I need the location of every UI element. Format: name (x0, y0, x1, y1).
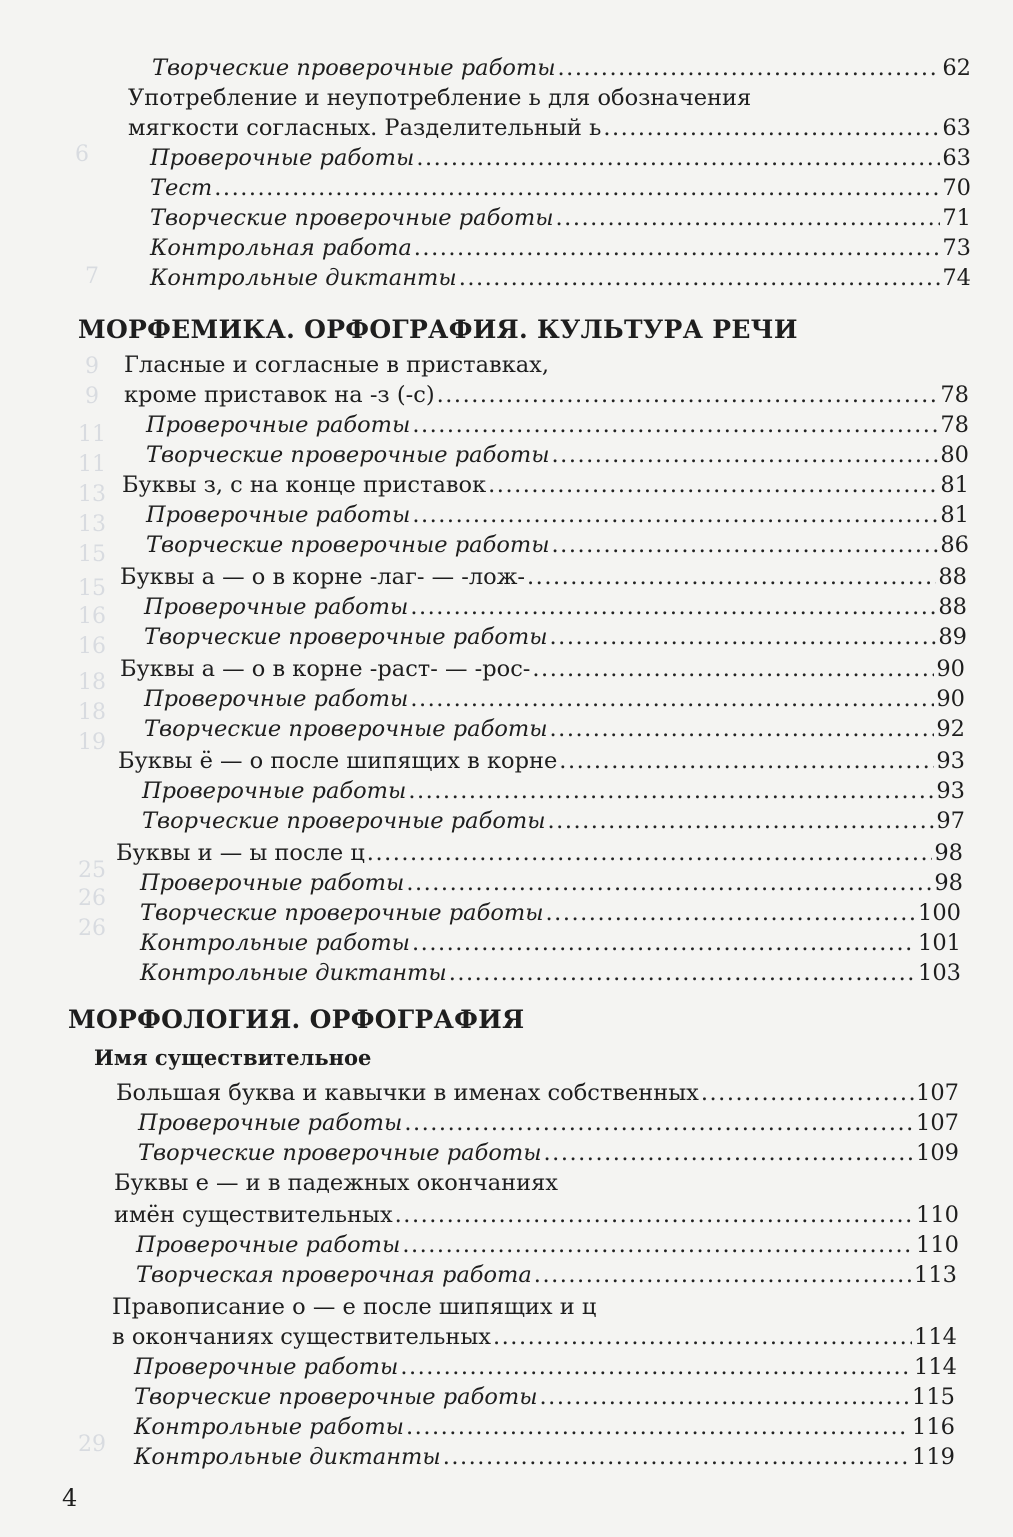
leader-dots (459, 263, 941, 293)
toc-entry-title: Проверочные работы (146, 412, 411, 438)
toc-page-number: 88 (938, 594, 967, 620)
toc-page-number: 98 (934, 870, 963, 896)
bleed-through-number: 16 (78, 634, 106, 659)
toc-entry-title: Большая буква и кавычки в именах собственных (116, 1080, 699, 1106)
leader-dots (406, 868, 932, 898)
toc-page-number: 107 (916, 1110, 959, 1136)
leader-dots (552, 440, 939, 470)
leader-dots (395, 1200, 914, 1230)
toc-page-number: 100 (918, 900, 961, 926)
leader-dots (449, 958, 916, 988)
leader-dots (493, 1322, 912, 1352)
toc-entry (124, 380, 969, 410)
toc-entry-title: в окончаниях существительных (112, 1324, 491, 1350)
toc-page-number: 113 (914, 1262, 957, 1288)
toc-entry (122, 470, 969, 500)
toc-entry (136, 1260, 957, 1290)
toc-entry-title-line: Гласные и согласные в приставках, (124, 352, 550, 378)
toc-page-number: 109 (916, 1140, 959, 1166)
toc-entry (120, 562, 967, 592)
toc-entry-title: Творческие проверочные работы (142, 808, 546, 834)
toc-page-number: 63 (942, 115, 971, 141)
toc-entry-title: Буквы з, с на конце приставок (122, 472, 487, 498)
bleed-through-number: 16 (78, 604, 106, 629)
leader-dots (408, 776, 934, 806)
toc-page-number: 80 (940, 442, 969, 468)
toc-entry-title: Проверочные работы (140, 870, 405, 896)
toc-entry-title: Буквы а — о в корне -лаг- — -лож- (120, 564, 526, 590)
toc-entry (144, 622, 967, 652)
leader-dots (437, 380, 939, 410)
toc-page-number: 86 (940, 532, 969, 558)
leader-dots (488, 470, 938, 500)
toc-entry (140, 958, 961, 988)
toc-entry-title: Творческая проверочная работа (136, 1262, 532, 1288)
toc-page-number: 89 (938, 624, 967, 650)
toc-entry-title: Проверочные работы (136, 1232, 401, 1258)
toc-entry (116, 838, 963, 868)
toc-entry (150, 203, 971, 233)
toc-page-number: 119 (912, 1444, 955, 1470)
toc-entry-title: мягкости согласных. Разделительный ь (128, 115, 602, 141)
leader-dots (412, 928, 916, 958)
toc-entry (146, 500, 969, 530)
toc-entry-title-line: Буквы е — и в падежных окончаниях (114, 1170, 558, 1196)
bleed-through-number: 25 (78, 858, 106, 883)
toc-entry-title: Проверочные работы (146, 502, 411, 528)
leader-dots (550, 714, 935, 744)
toc-entry (140, 928, 961, 958)
toc-entry (134, 1442, 955, 1472)
leader-dots (416, 143, 940, 173)
bleed-through-number: 18 (78, 700, 106, 725)
bleed-through-number: 7 (85, 264, 99, 289)
bleed-through-number: 13 (78, 482, 106, 507)
bleed-through-number: 29 (78, 1432, 106, 1457)
toc-entry-title: Проверочные работы (142, 778, 407, 804)
bleed-through-number: 11 (78, 422, 106, 447)
leader-dots (544, 1138, 915, 1168)
toc-entry (138, 1138, 959, 1168)
bleed-through-number: 9 (85, 354, 99, 379)
toc-entry (146, 530, 969, 560)
toc-entry-title: Творческие проверочные работы (144, 624, 548, 650)
toc-entry-title: Контрольные работы (134, 1414, 405, 1440)
toc-entry-title: Проверочные работы (138, 1110, 403, 1136)
toc-entry (140, 898, 961, 928)
toc-page-number: 115 (912, 1384, 955, 1410)
toc-page-number: 81 (940, 502, 969, 528)
bleed-through-number: 9 (85, 384, 99, 409)
section-heading: МОРФЕМИКА. ОРФОГРАФИЯ. КУЛЬТУРА РЕЧИ (78, 315, 798, 344)
toc-page-number: 97 (936, 808, 965, 834)
bleed-through-number: 11 (78, 452, 106, 477)
section-heading: МОРФОЛОГИЯ. ОРФОГРАФИЯ (68, 1005, 525, 1034)
toc-page-number: 116 (912, 1414, 955, 1440)
toc-page-number: 114 (914, 1354, 957, 1380)
toc-entry-title-line: Употребление и неупотребление ь для обозначения (128, 85, 752, 111)
toc-entry (146, 410, 969, 440)
toc-entry-title: Творческие проверочные работы (146, 442, 550, 468)
toc-page-number: 62 (942, 55, 971, 81)
toc-entry-title: Контрольные диктанты (134, 1444, 441, 1470)
toc-entry-title: Творческие проверочные работы (150, 205, 554, 231)
toc-entry-title: Буквы а — о в корне -раст- — -рос- (120, 656, 531, 682)
toc-page-number: 74 (942, 265, 971, 291)
toc-entry (128, 113, 971, 143)
toc-entry-title: Проверочные работы (134, 1354, 399, 1380)
toc-page-number: 93 (936, 748, 965, 774)
leader-dots (404, 1108, 914, 1138)
toc-entry (150, 263, 971, 293)
toc-page-number: 81 (940, 472, 969, 498)
subsection-heading: Имя существительное (94, 1045, 372, 1070)
leader-dots (558, 53, 941, 83)
toc-page-number: 114 (914, 1324, 957, 1350)
bleed-through-number: 6 (75, 142, 89, 167)
toc-entry (150, 233, 971, 263)
toc-page-number: 107 (916, 1080, 959, 1106)
toc-page-number: 63 (942, 145, 971, 171)
bleed-through-number: 19 (78, 730, 106, 755)
bleed-through-number: 13 (78, 512, 106, 537)
leader-dots (550, 622, 937, 652)
toc-entry (146, 440, 969, 470)
toc-page-number: 98 (934, 840, 963, 866)
leader-dots (412, 500, 938, 530)
bleed-through-number: 15 (78, 542, 106, 567)
toc-entry-title: Творческие проверочные работы (146, 532, 550, 558)
leader-dots (412, 410, 938, 440)
toc-page-number: 88 (938, 564, 967, 590)
toc-entry (136, 1230, 959, 1260)
bleed-through-number: 26 (78, 886, 106, 911)
toc-entry (134, 1382, 955, 1412)
page-number: 4 (62, 1484, 78, 1512)
bleed-through-number: 18 (78, 670, 106, 695)
toc-entry (140, 868, 963, 898)
bleed-through-number: 15 (78, 576, 106, 601)
toc-entry-title-line: Правописание о — е после шипящих и ц (112, 1294, 597, 1320)
toc-entry-title: Буквы ё — о после шипящих в корне (118, 748, 558, 774)
toc-entry-title: Контрольные работы (140, 930, 411, 956)
leader-dots (410, 684, 934, 714)
leader-dots (532, 654, 934, 684)
toc-entry-title: Контрольная работа (150, 235, 412, 261)
leader-dots (414, 233, 941, 263)
leader-dots (214, 173, 940, 203)
toc-entry (118, 746, 965, 776)
toc-page-number: 78 (940, 382, 969, 408)
toc-page-number: 73 (942, 235, 971, 261)
leader-dots (552, 530, 939, 560)
toc-page-number: 78 (940, 412, 969, 438)
toc-page-number: 110 (916, 1232, 959, 1258)
toc-entry (150, 143, 971, 173)
leader-dots (527, 562, 936, 592)
toc-entry (144, 714, 965, 744)
leader-dots (546, 898, 917, 928)
leader-dots (534, 1260, 912, 1290)
toc-entry (142, 776, 965, 806)
toc-page-number: 101 (918, 930, 961, 956)
toc-page-number: 110 (916, 1202, 959, 1228)
leader-dots (701, 1078, 914, 1108)
leader-dots (400, 1352, 912, 1382)
toc-entry (142, 806, 965, 836)
toc-entry-title: Творческие проверочные работы (138, 1140, 542, 1166)
toc-page-number: 70 (942, 175, 971, 201)
toc-entry-title: Проверочные работы (150, 145, 415, 171)
toc-page-number: 90 (936, 686, 965, 712)
toc-entry-title: Буквы и — ы после ц (116, 840, 365, 866)
toc-page-number: 92 (936, 716, 965, 742)
toc-entry-title: Тест (150, 175, 213, 201)
toc-entry-title: Проверочные работы (144, 594, 409, 620)
toc-entry-title: Творческие проверочные работы (140, 900, 544, 926)
toc-entry-title: Творческие проверочные работы (134, 1384, 538, 1410)
toc-entry (152, 53, 971, 83)
toc-entry (114, 1200, 959, 1230)
toc-entry-title: Контрольные диктанты (150, 265, 457, 291)
leader-dots (556, 203, 941, 233)
toc-entry-title: имён существительных (114, 1202, 393, 1228)
toc-entry-title: Творческие проверочные работы (144, 716, 548, 742)
toc-entry-title: кроме приставок на -з (-с) (124, 382, 435, 408)
bleed-through-number: 26 (78, 916, 106, 941)
toc-entry (134, 1412, 955, 1442)
toc-entry (138, 1108, 959, 1138)
toc-entry (112, 1322, 957, 1352)
toc-page-number: 93 (936, 778, 965, 804)
leader-dots (406, 1412, 910, 1442)
toc-entry (150, 173, 971, 203)
toc-entry-title: Творческие проверочные работы (152, 55, 556, 81)
leader-dots (540, 1382, 911, 1412)
toc-entry-title: Контрольные диктанты (140, 960, 447, 986)
leader-dots (410, 592, 936, 622)
leader-dots (367, 838, 933, 868)
toc-page-number: 90 (936, 656, 965, 682)
toc-entry-title: Проверочные работы (144, 686, 409, 712)
leader-dots (603, 113, 940, 143)
toc-entry (120, 654, 965, 684)
toc-page-number: 71 (942, 205, 971, 231)
toc-page-number: 103 (918, 960, 961, 986)
leader-dots (443, 1442, 910, 1472)
leader-dots (548, 806, 935, 836)
toc-entry (144, 684, 965, 714)
toc-entry (134, 1352, 957, 1382)
leader-dots (559, 746, 934, 776)
toc-entry (116, 1078, 959, 1108)
toc-entry (144, 592, 967, 622)
leader-dots (402, 1230, 914, 1260)
